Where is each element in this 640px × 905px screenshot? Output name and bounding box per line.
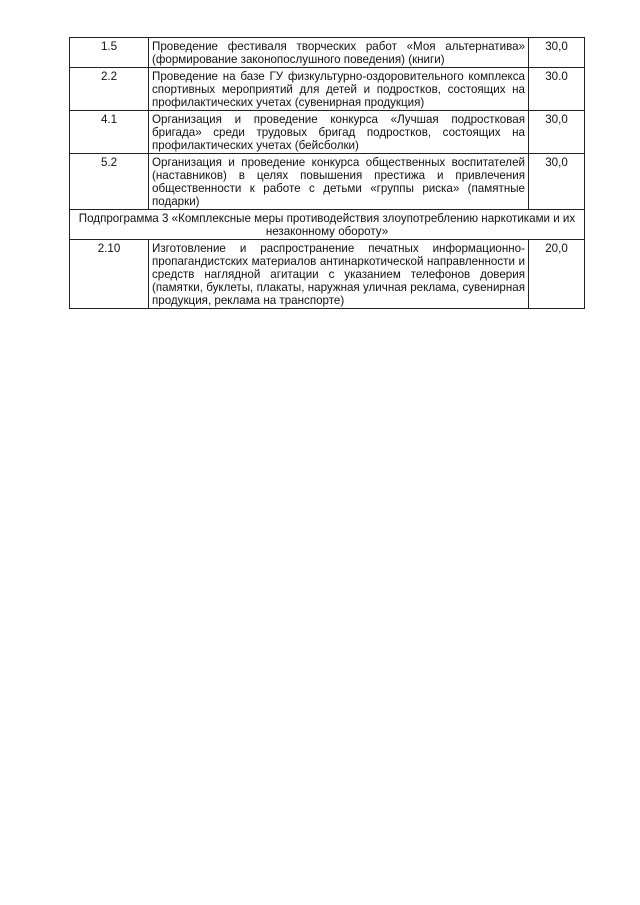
row-number: 2.2 xyxy=(70,68,149,111)
table-row xyxy=(70,38,585,68)
table-row xyxy=(70,154,585,210)
row-amount: 30,0 xyxy=(529,111,585,154)
section-header-row xyxy=(70,210,585,240)
row-description: Проведение фестиваля творческих работ «Моя альтернатива» (формирование законопослушного поведения) (книги) xyxy=(149,38,529,68)
row-number: 4.1 xyxy=(70,111,149,154)
row-amount: 30,0 xyxy=(529,154,585,210)
row-description: Изготовление и распространение печатных информационно-пропагандистских материалов антинаркотической направленности и средств наглядной агитации с указанием телефонов доверия (памятки, буклеты, плакаты, наружная уличная реклама, сувенирная продукция, реклама на транспорте) xyxy=(149,240,529,309)
row-description: Организация и проведение конкурса «Лучшая подростковая бригада» среди трудовых бригад подростков, состоящих на профилактических учетах (бейсболки) xyxy=(149,111,529,154)
measures-table xyxy=(69,37,585,309)
row-amount: 30,0 xyxy=(529,38,585,68)
row-number: 1.5 xyxy=(70,38,149,68)
section-title: Подпрограмма 3 «Комплексные меры противодействия злоупотреблению наркотиками и их незаконному обороту» xyxy=(70,210,585,240)
table-row xyxy=(70,240,585,309)
table-row xyxy=(70,68,585,111)
row-description: Проведение на базе ГУ физкультурно-оздоровительного комплекса спортивных мероприятий для детей и подростков, состоящих на профилактических учетах (сувенирная продукция) xyxy=(149,68,529,111)
row-number: 5.2 xyxy=(70,154,149,210)
measures-table-body xyxy=(70,38,585,309)
row-amount: 20,0 xyxy=(529,240,585,309)
row-description: Организация и проведение конкурса общественных воспитателей (наставников) в целях повышения престижа и привлечения общественности к работе с детьми «группы риска» (памятные подарки) xyxy=(149,154,529,210)
row-number: 2.10 xyxy=(70,240,149,309)
row-amount: 30.0 xyxy=(529,68,585,111)
table-row xyxy=(70,111,585,154)
